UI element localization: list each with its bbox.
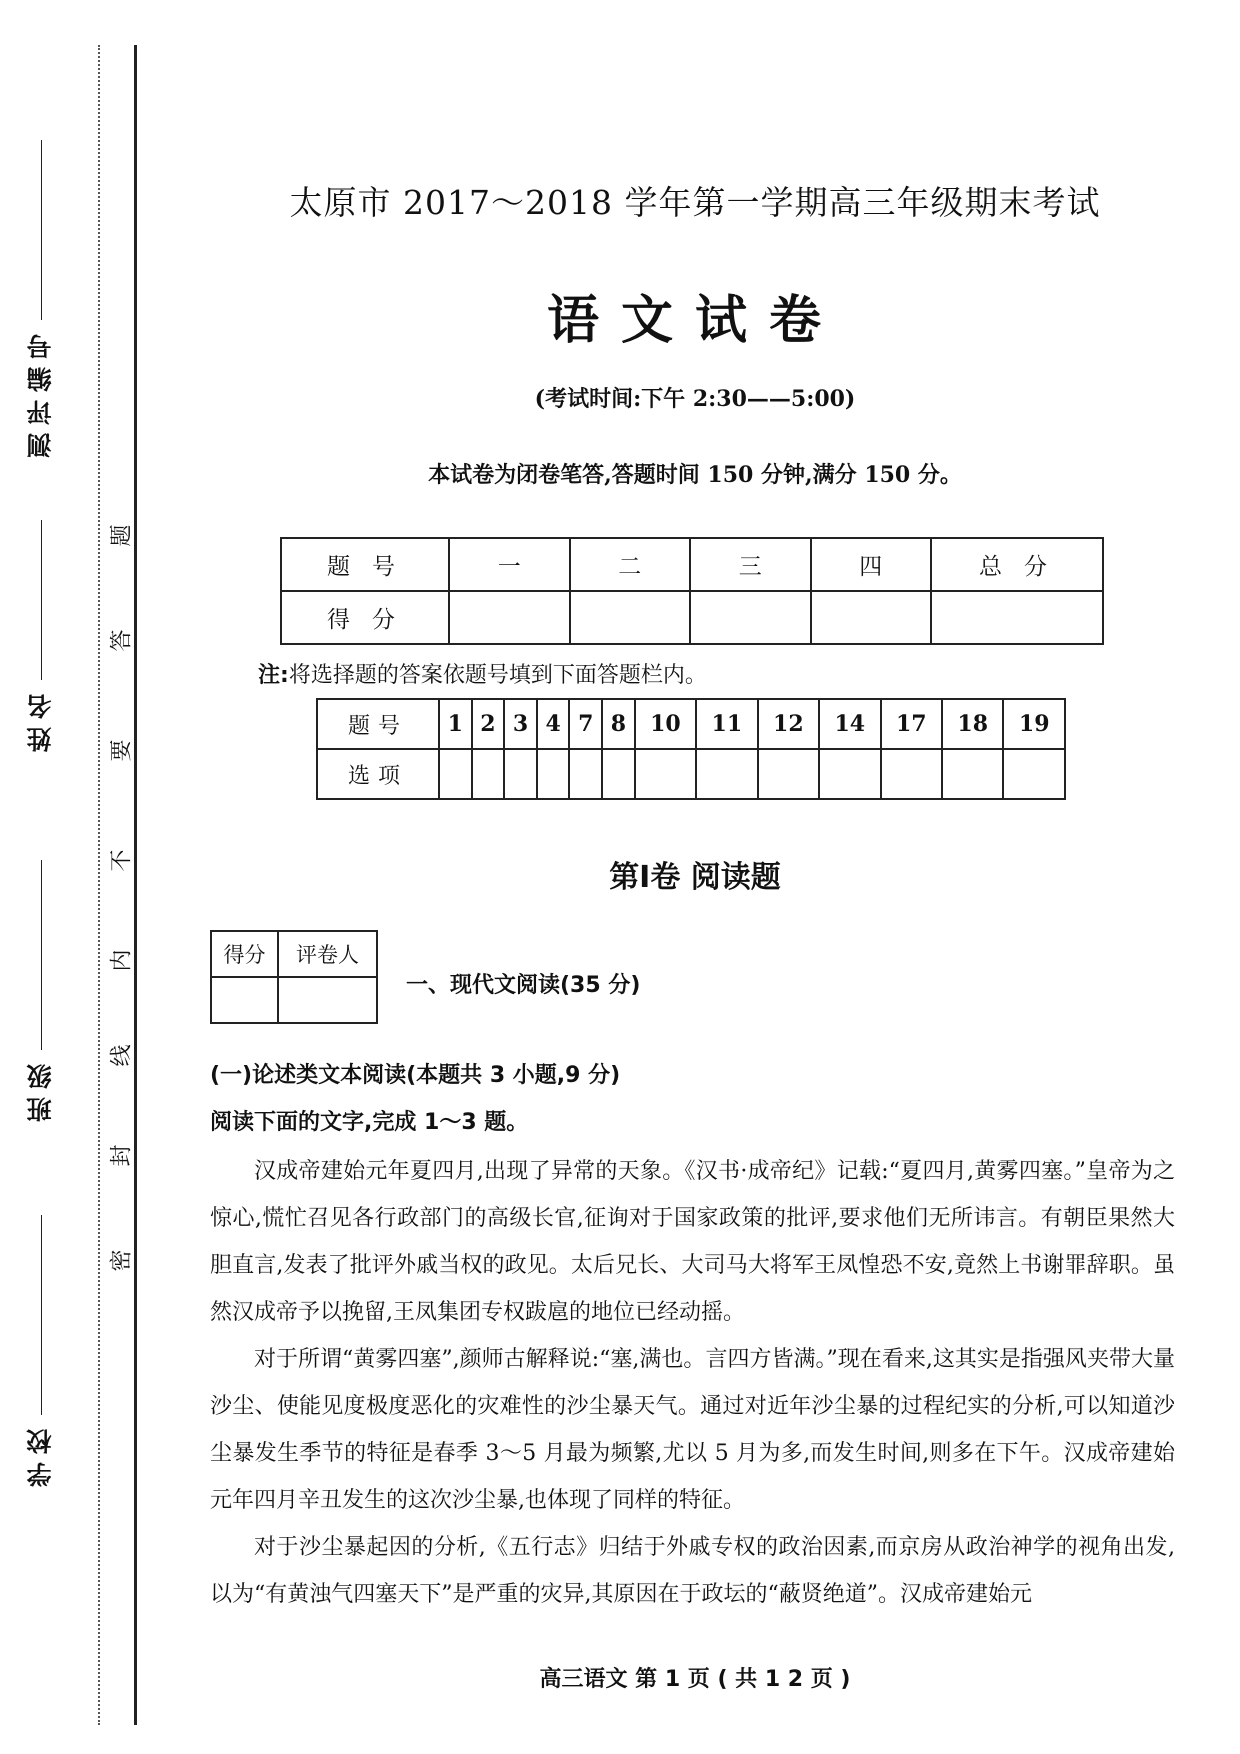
score-table-score-row — [281, 591, 1103, 644]
question-number: 18 — [942, 699, 1003, 749]
answer-cell[interactable] — [504, 749, 537, 799]
question-number: 7 — [569, 699, 602, 749]
seal-char: 要 — [109, 739, 135, 762]
seal-char: 封 — [109, 1144, 135, 1167]
answer-cell[interactable] — [635, 749, 696, 799]
question-number: 11 — [696, 699, 757, 749]
seal-char: 不 — [109, 849, 135, 872]
score-table-column: 三 — [690, 538, 811, 591]
question-number: 2 — [472, 699, 505, 749]
question-number: 8 — [602, 699, 635, 749]
answer-cell[interactable] — [819, 749, 880, 799]
seal-char: 题 — [109, 524, 135, 547]
grader-name-label: 评卷人 — [278, 931, 377, 977]
grader-box-entry-row — [211, 977, 377, 1023]
instruction: 阅读下面的文字,完成 1～3 题。 — [210, 1110, 529, 1135]
score-cell[interactable] — [690, 591, 811, 644]
answer-cell[interactable] — [439, 749, 472, 799]
score-table-row-label: 得分 — [281, 591, 449, 644]
score-table-column: 一 — [449, 538, 570, 591]
question-number: 1 — [439, 699, 472, 749]
eval-number-label: 测评编号 — [26, 326, 55, 458]
eval-number-field — [16, 140, 66, 458]
seal-char: 密 — [109, 1249, 135, 1272]
score-cell[interactable] — [449, 591, 570, 644]
school-underline — [41, 1215, 42, 1415]
page-footer: 高三语文 第 1 页 ( 共 1 2 页 ) — [539, 1667, 851, 1692]
answer-cell[interactable] — [537, 749, 570, 799]
class-label: 班级 — [26, 1056, 55, 1122]
name-label: 姓名 — [26, 686, 55, 752]
seal-char: 线 — [109, 1044, 135, 1067]
reading-passage — [210, 1148, 1175, 1618]
question-number: 17 — [881, 699, 942, 749]
exam-title: 太原市 2017～2018 学年第一学期高三年级期末考试 — [289, 183, 1101, 222]
passage-paragraph: 对于沙尘暴起因的分析,《五行志》归结于外戚专权的政治因素,而京房从政治神学的视角出发,以为“有黄浊气四塞天下”是严重的灾异,其原因在于政坛的“蔽贤绝道”。汉成帝建始元 — [210, 1535, 1175, 1607]
grader-box — [210, 930, 378, 1024]
eval-number-underline — [41, 140, 42, 320]
answer-cell[interactable] — [696, 749, 757, 799]
binding-solid-line — [134, 45, 137, 1725]
name-underline — [41, 520, 42, 680]
paper-title: 语文试卷 — [546, 291, 843, 351]
answer-table-row-label: 题号 — [317, 699, 439, 749]
section-title: 第Ⅰ卷 阅读题 — [609, 860, 781, 895]
seal-char: 内 — [109, 949, 135, 972]
score-cell[interactable] — [811, 591, 932, 644]
note-text: 将选择题的答案依题号填到下面答题栏内。 — [288, 663, 707, 688]
score-table-column: 四 — [811, 538, 932, 591]
passage-paragraph: 对于所谓“黄雾四塞”,颜师古解释说:“塞,满也。言四方皆满。”现在看来,这其实是指强风夹带大量沙尘、使能见度极度恶化的灾难性的沙尘暴天气。通过对近年沙尘暴的过程纪实的分析,可以知道沙尘暴发生季节的特征是春季 3～5 月最为频繁,尤以 5 月为多,而发生时间,则多在下午。汉成帝建始元年四月辛丑发生的这次沙尘暴,也体现了同样的特征。 — [210, 1347, 1175, 1513]
answer-cell[interactable] — [569, 749, 602, 799]
score-table-column: 二 — [570, 538, 691, 591]
note-prefix: 注: — [258, 663, 289, 688]
school-field — [16, 1215, 66, 1487]
answer-cell[interactable] — [472, 749, 505, 799]
answer-table-number-row — [317, 699, 1065, 749]
seal-char: 答 — [109, 629, 135, 652]
class-field — [16, 860, 66, 1122]
question-number: 12 — [758, 699, 819, 749]
score-table — [280, 537, 1104, 645]
question-number: 10 — [635, 699, 696, 749]
school-label: 学校 — [26, 1421, 55, 1487]
note — [258, 658, 707, 689]
question-number: 3 — [504, 699, 537, 749]
question-number: 4 — [537, 699, 570, 749]
question-number: 14 — [819, 699, 880, 749]
passage-paragraph: 汉成帝建始元年夏四月,出现了异常的天象。《汉书·成帝纪》记载:“夏四月,黄雾四塞。”皇帝为之惊心,慌忙召见各行政部门的高级长官,征询对于国家政策的批评,要求他们无所讳言。有朝臣果然大胆直言,发表了批评外戚当权的政见。太后兄长、大司马大将军王凤惶恐不安,竟然上书谢罪辞职。虽然汉成帝予以挽留,王凤集团专权跋扈的地位已经动摇。 — [210, 1159, 1175, 1325]
part-title: 一、现代文阅读(35 分) — [406, 973, 641, 998]
answer-cell[interactable] — [602, 749, 635, 799]
answer-table-row-label: 选项 — [317, 749, 439, 799]
score-cell[interactable] — [931, 591, 1103, 644]
class-underline — [41, 860, 42, 1050]
answer-cell[interactable] — [942, 749, 1003, 799]
sub-title: (一)论述类文本阅读(本题共 3 小题,9 分) — [210, 1063, 621, 1088]
grader-box-header-row — [211, 931, 377, 977]
answer-table — [316, 698, 1066, 800]
score-table-row-label: 题号 — [281, 538, 449, 591]
grader-score-cell[interactable] — [211, 977, 278, 1023]
score-table-total-label: 总分 — [931, 538, 1103, 591]
answer-table-option-row — [317, 749, 1065, 799]
answer-cell[interactable] — [881, 749, 942, 799]
question-number: 19 — [1003, 699, 1065, 749]
grader-name-cell[interactable] — [278, 977, 377, 1023]
exam-description: 本试卷为闭卷笔答,答题时间 150 分钟,满分 150 分。 — [428, 462, 962, 488]
answer-cell[interactable] — [1003, 749, 1065, 799]
name-field — [16, 520, 66, 752]
score-cell[interactable] — [570, 591, 691, 644]
exam-time: (考试时间:下午 2:30——5:00) — [534, 386, 856, 412]
answer-cell[interactable] — [758, 749, 819, 799]
score-table-header-row — [281, 538, 1103, 591]
binding-dotted-line — [98, 45, 100, 1725]
grader-score-label: 得分 — [211, 931, 278, 977]
